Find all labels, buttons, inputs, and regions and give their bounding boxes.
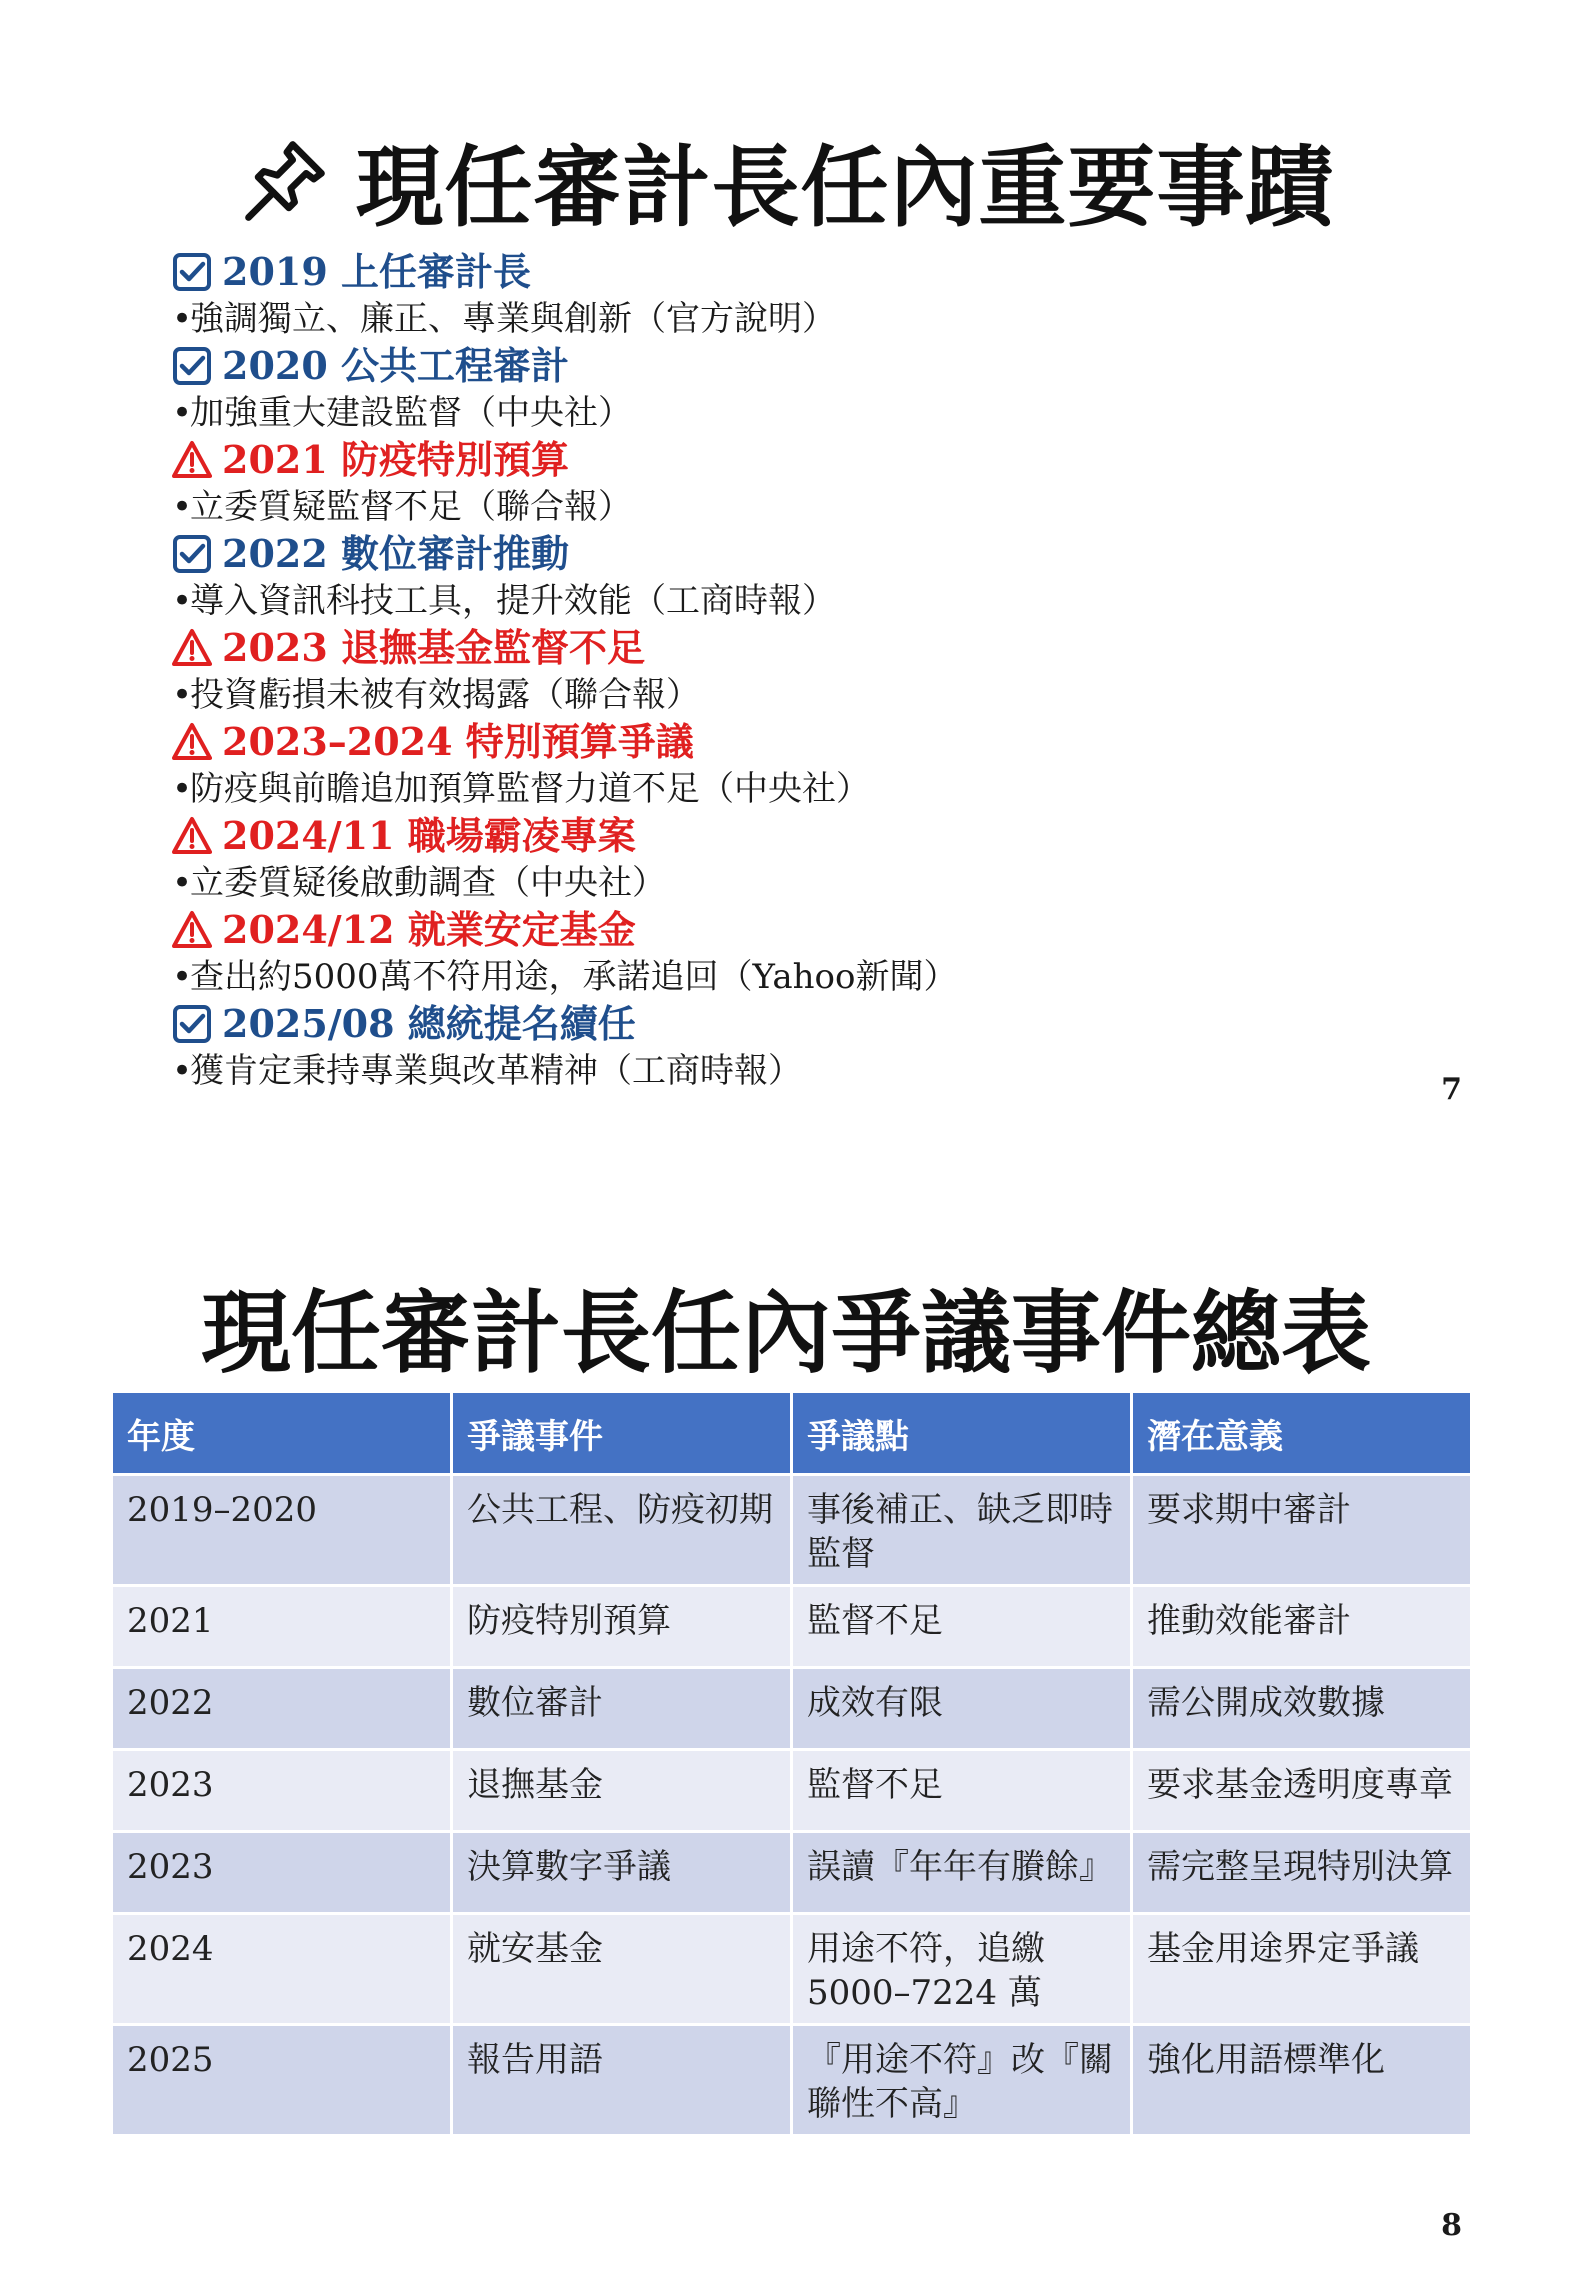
page-title: 現任審計長任內重要事蹟 (355, 136, 1335, 239)
cell-event: 防疫特別預算 (452, 1586, 792, 1668)
timeline-description: • 查出約5000萬不符用途，承諾追回（Yahoo新聞） (172, 954, 1422, 1000)
cell-meaning: 推動效能審計 (1132, 1586, 1472, 1668)
table-header-row (112, 1392, 1472, 1475)
slide-8 (0, 1140, 1572, 2280)
timeline-heading (172, 718, 1422, 766)
timeline-heading (172, 530, 1422, 578)
table-row (112, 1668, 1472, 1750)
column-header-event: 爭議事件 (452, 1392, 792, 1475)
timeline-heading-text: 2019 上任審計長 (222, 249, 531, 294)
timeline-list (172, 248, 1422, 1094)
timeline-item (172, 812, 1422, 906)
table-row (112, 1750, 1472, 1832)
timeline-description: • 導入資訊科技工具，提升效能（工商時報） (172, 578, 1422, 624)
timeline-description: • 投資虧損未被有效揭露（聯合報） (172, 672, 1422, 718)
timeline-item (172, 342, 1422, 436)
cell-issue: 事後補正、缺乏即時監督 (792, 1475, 1132, 1586)
cell-year: 2021 (112, 1586, 452, 1668)
timeline-heading-text: 2022 數位審計推動 (222, 531, 569, 576)
cell-meaning: 需完整呈現特別決算 (1132, 1832, 1472, 1914)
cell-year: 2023 (112, 1832, 452, 1914)
cell-event: 退撫基金 (452, 1750, 792, 1832)
checkbox-icon (172, 252, 212, 292)
timeline-heading (172, 812, 1422, 860)
timeline-heading-text: 2021 防疫特別預算 (222, 437, 569, 482)
timeline-heading-text: 2023–2024 特別預算爭議 (222, 719, 694, 764)
timeline-heading (172, 248, 1422, 296)
warning-icon (172, 722, 212, 762)
timeline-heading (172, 624, 1422, 672)
checkbox-icon (172, 534, 212, 574)
timeline-heading-text: 2023 退撫基金監督不足 (222, 625, 645, 670)
column-header-meaning: 潛在意義 (1132, 1392, 1472, 1475)
timeline-item (172, 1000, 1422, 1094)
cell-issue: 『用途不符』改『關聯性不高』 (792, 2025, 1132, 2136)
table-row (112, 1832, 1472, 1914)
timeline-heading (172, 906, 1422, 954)
timeline-description: • 獲肯定秉持專業與改革精神（工商時報） (172, 1048, 1422, 1094)
timeline-heading-text: 2024/12 就業安定基金 (222, 907, 636, 952)
column-header-year: 年度 (112, 1392, 452, 1475)
timeline-description: • 防疫與前瞻追加預算監督力道不足（中央社） (172, 766, 1422, 812)
cell-meaning: 基金用途界定爭議 (1132, 1914, 1472, 2025)
timeline-heading (172, 342, 1422, 390)
cell-meaning: 要求期中審計 (1132, 1475, 1472, 1586)
timeline-description: • 立委質疑監督不足（聯合報） (172, 484, 1422, 530)
cell-issue: 監督不足 (792, 1750, 1132, 1832)
timeline-item (172, 624, 1422, 718)
cell-meaning: 強化用語標準化 (1132, 2025, 1472, 2136)
cell-year: 2019–2020 (112, 1475, 452, 1586)
warning-icon (172, 628, 212, 668)
checkbox-icon (172, 1004, 212, 1044)
warning-icon (172, 816, 212, 856)
cell-issue: 監督不足 (792, 1586, 1132, 1668)
page-number: 8 (1441, 2208, 1462, 2243)
table-row (112, 2025, 1472, 2136)
timeline-item (172, 530, 1422, 624)
cell-event: 決算數字爭議 (452, 1832, 792, 1914)
checkbox-icon (172, 346, 212, 386)
timeline-item (172, 436, 1422, 530)
cell-event: 報告用語 (452, 2025, 792, 2136)
timeline-heading (172, 1000, 1422, 1048)
timeline-item (172, 248, 1422, 342)
cell-year: 2022 (112, 1668, 452, 1750)
cell-event: 數位審計 (452, 1668, 792, 1750)
cell-issue: 誤讀『年年有賸餘』 (792, 1832, 1132, 1914)
cell-event: 就安基金 (452, 1914, 792, 2025)
table-row (112, 1475, 1472, 1586)
cell-event: 公共工程、防疫初期 (452, 1475, 792, 1586)
page-title: 現任審計長任內爭議事件總表 (201, 1281, 1371, 1386)
timeline-description: • 立委質疑後啟動調查（中央社） (172, 860, 1422, 906)
page-number: 7 (1441, 1072, 1462, 1107)
column-header-issue: 爭議點 (792, 1392, 1132, 1475)
timeline-item (172, 718, 1422, 812)
timeline-heading-text: 2024/11 職場霸凌專案 (222, 813, 636, 858)
cell-meaning: 需公開成效數據 (1132, 1668, 1472, 1750)
cell-meaning: 要求基金透明度專章 (1132, 1750, 1472, 1832)
warning-icon (172, 910, 212, 950)
timeline-heading-text: 2020 公共工程審計 (222, 343, 569, 388)
pushpin-icon (237, 133, 333, 229)
cell-year: 2023 (112, 1750, 452, 1832)
timeline-item (172, 906, 1422, 1000)
table-row (112, 1914, 1472, 2025)
controversy-table (110, 1390, 1473, 2137)
timeline-description: • 強調獨立、廉正、專業與創新（官方說明） (172, 296, 1422, 342)
table-row (112, 1586, 1472, 1668)
cell-year: 2025 (112, 2025, 452, 2136)
cell-year: 2024 (112, 1914, 452, 2025)
warning-icon (172, 440, 212, 480)
title-row (0, 118, 1572, 244)
timeline-description: • 加強重大建設監督（中央社） (172, 390, 1422, 436)
timeline-heading (172, 436, 1422, 484)
cell-issue: 成效有限 (792, 1668, 1132, 1750)
timeline-heading-text: 2025/08 總統提名續任 (222, 1001, 636, 1046)
cell-issue: 用途不符，追繳 5000–7224 萬 (792, 1914, 1132, 2025)
